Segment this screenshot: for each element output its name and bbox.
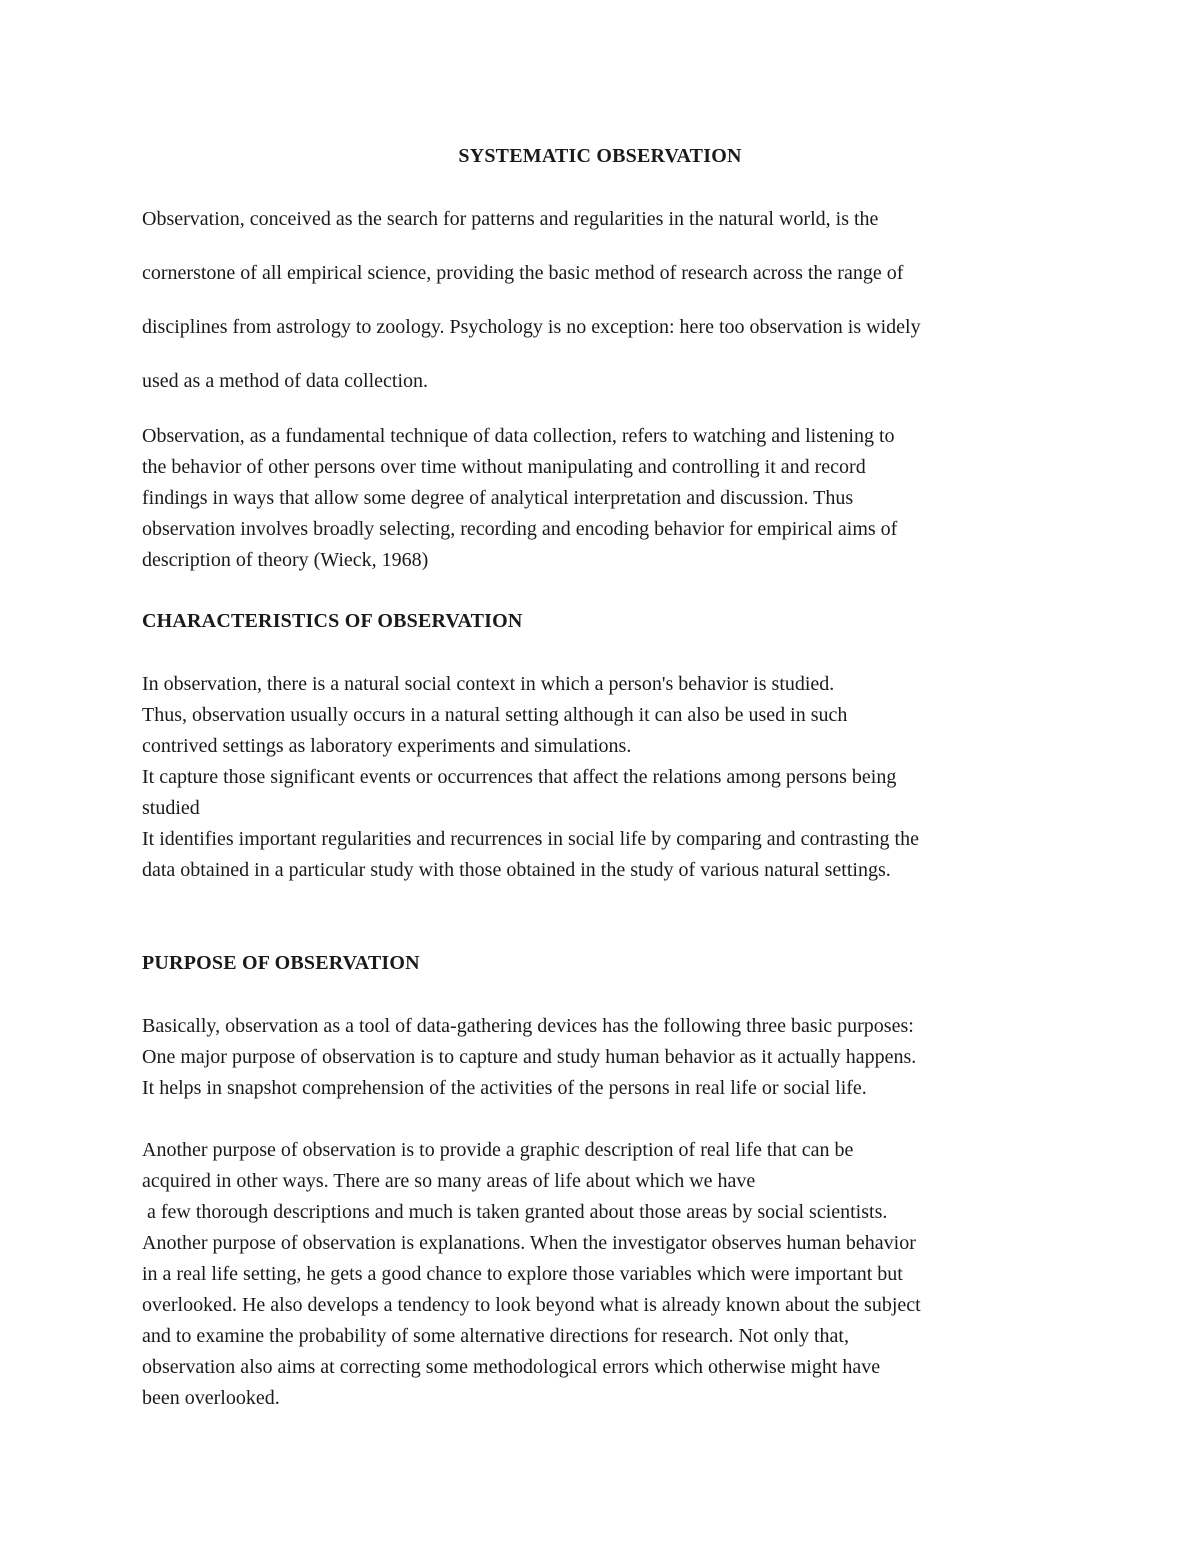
definition-line: Observation, as a fundamental technique of data collection, refers to watching and listening to [142,425,895,447]
purpose-line: in a real life setting, he gets a good chance to explore those variables which were important but [142,1263,903,1285]
purpose-line: Basically, observation as a tool of data-gathering devices has the following three basic purposes: [142,1015,914,1037]
characteristics-line: In observation, there is a natural social context in which a person's behavior is studied. [142,673,835,695]
intro-line: Observation, conceived as the search for patterns and regularities in the natural world, is the [142,208,879,230]
purpose-line: overlooked. He also develops a tendency to look beyond what is already known about the subject [142,1294,921,1316]
purpose-line: One major purpose of observation is to capture and study human behavior as it actually happens. [142,1046,917,1068]
purpose-heading: PURPOSE OF OBSERVATION [142,952,420,974]
purpose-line: a few thorough descriptions and much is taken granted about those areas by social scientists. [142,1201,888,1223]
characteristics-line: contrived settings as laboratory experiments and simulations. [142,735,632,757]
intro-line: used as a method of data collection. [142,370,429,392]
purpose-line: and to examine the probability of some alternative directions for research. Not only that, [142,1325,849,1347]
characteristics-heading: CHARACTERISTICS OF OBSERVATION [142,610,523,632]
definition-line: findings in ways that allow some degree of analytical interpretation and discussion. Thus [142,487,854,509]
purpose-line: Another purpose of observation is to provide a graphic description of real life that can be [142,1139,854,1161]
purpose-line: been overlooked. [142,1387,280,1409]
document-title: SYSTEMATIC OBSERVATION [458,145,742,167]
intro-line: disciplines from astrology to zoology. Psychology is no exception: here too observation is widely [142,316,921,338]
definition-line: description of theory (Wieck, 1968) [142,549,429,571]
definition-line: the behavior of other persons over time without manipulating and controlling it and record [142,456,866,478]
characteristics-line: Thus, observation usually occurs in a natural setting although it can also be used in such [142,704,848,726]
intro-line: cornerstone of all empirical science, providing the basic method of research across the range of [142,262,904,284]
definition-line: observation involves broadly selecting, recording and encoding behavior for empirical aims of [142,518,898,540]
characteristics-line: It identifies important regularities and recurrences in social life by comparing and contrasting the [142,828,919,850]
characteristics-line: data obtained in a particular study with those obtained in the study of various natural settings. [142,859,891,881]
characteristics-line: It capture those significant events or occurrences that affect the relations among persons being [142,766,897,788]
purpose-line: It helps in snapshot comprehension of the activities of the persons in real life or social life. [142,1077,867,1099]
purpose-line: Another purpose of observation is explanations. When the investigator observes human behavior [142,1232,916,1254]
purpose-line: observation also aims at correcting some methodological errors which otherwise might have [142,1356,881,1378]
purpose-line: acquired in other ways. There are so many areas of life about which we have [142,1170,756,1192]
characteristics-line: studied [142,797,200,819]
